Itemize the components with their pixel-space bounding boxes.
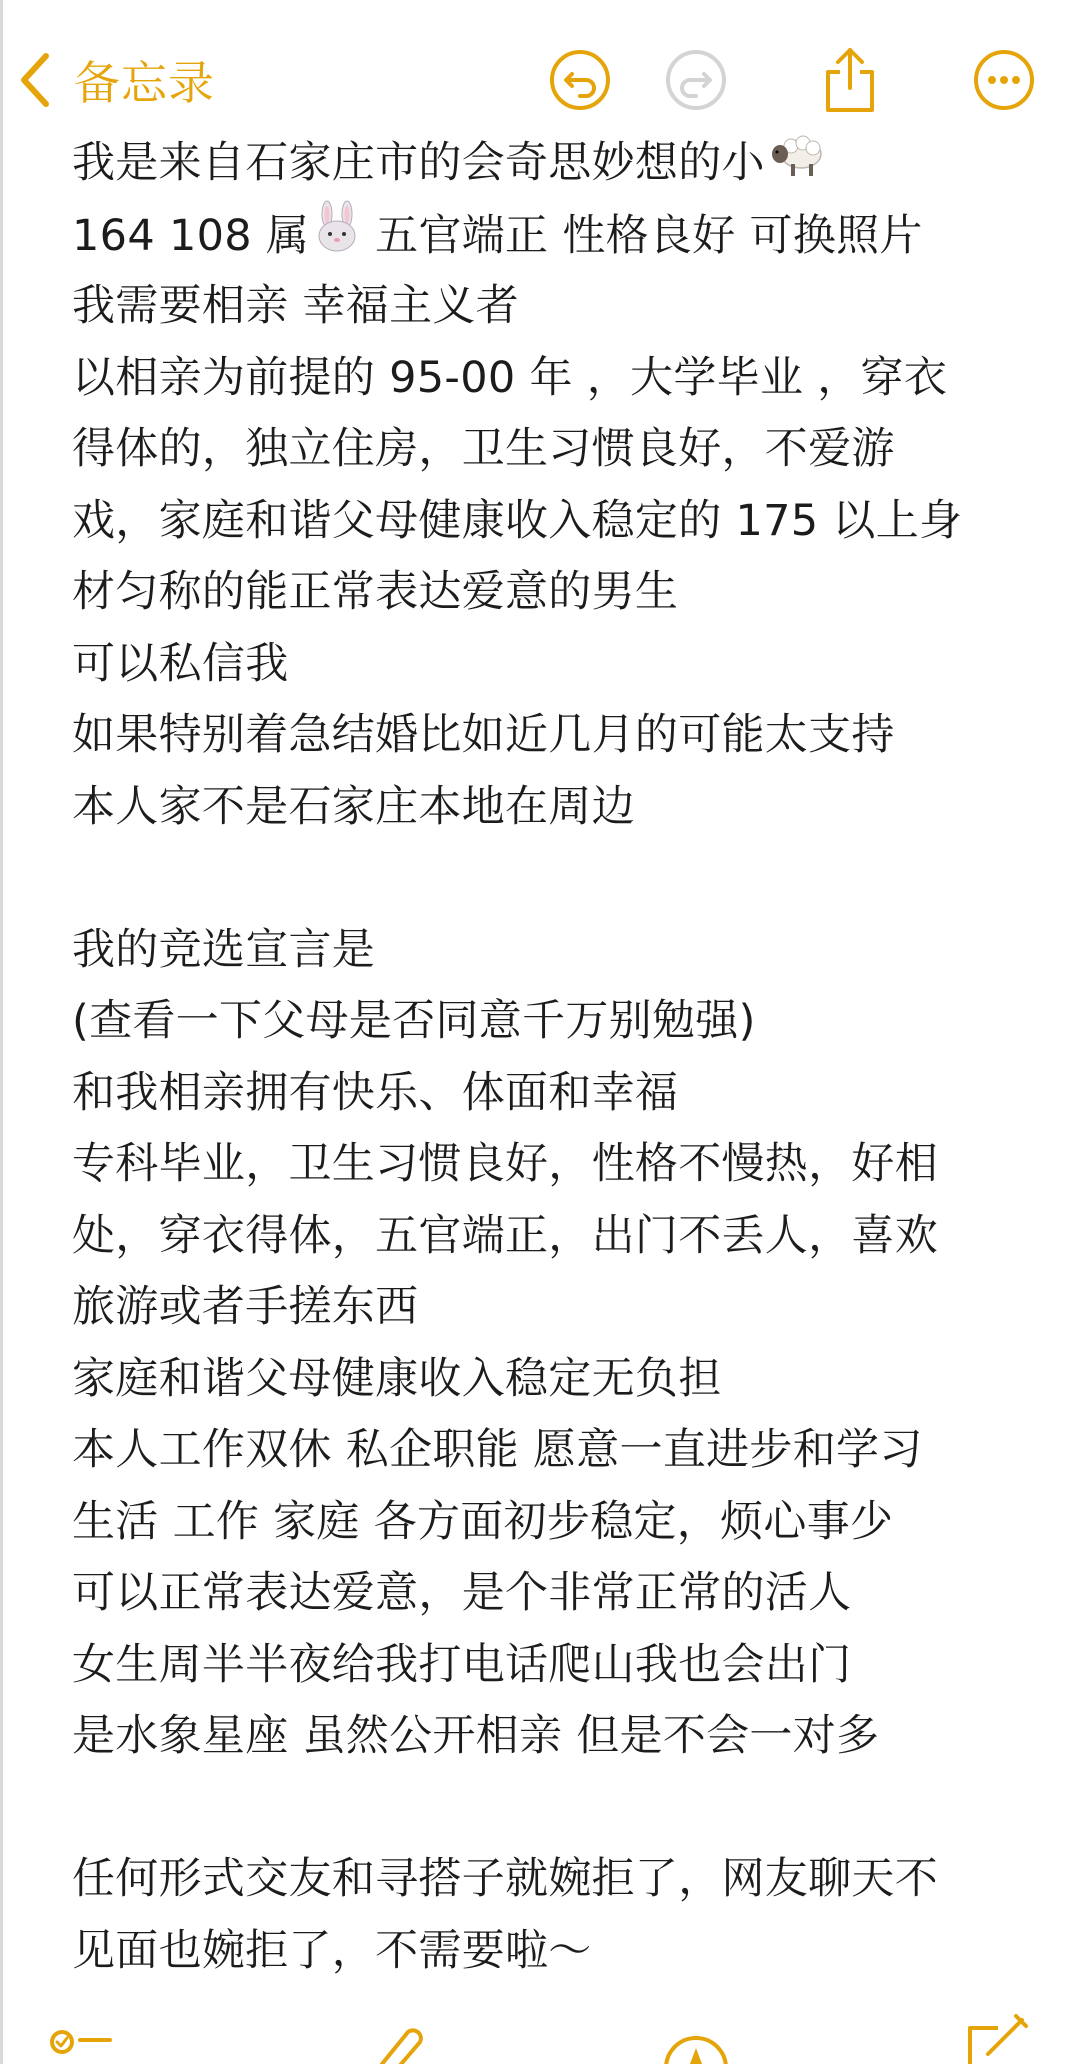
note-line: 旅游或者手搓东西: [72, 1282, 419, 1332]
note-line: 生活 工作 家庭 各方面初步稳定，烦心事少: [72, 1496, 894, 1547]
note-line: 以相亲为前提的 95-00 年 ，大学毕业 ，穿衣: [72, 352, 948, 403]
note-line: 164 108 属 五官端正 性格良好 可换照片: [72, 200, 1032, 272]
note-blank-line: [72, 1773, 1032, 1845]
note-blank-line: [72, 843, 1032, 915]
note-line: 材匀称的能正常表达爱意的男生: [72, 567, 679, 617]
note-line: 我是来自石家庄市的会奇思妙想的小: [72, 128, 1032, 200]
bottom-toolbar: [0, 2010, 1080, 2064]
checklist-icon[interactable]: [46, 2010, 126, 2064]
note-line: 专科毕业，卫生习惯良好，性格不慢热，好相: [72, 1139, 938, 1189]
rabbit-emoji: [313, 200, 361, 277]
note-line: 可以私信我: [72, 638, 289, 689]
note-line: 是水象星座 虽然公开相亲 但是不会一对多: [72, 1711, 880, 1761]
note-line: 我需要相亲 幸福主义者: [72, 281, 519, 331]
left-edge-divider: [0, 0, 3, 2064]
more-icon[interactable]: [964, 40, 1044, 120]
note-line: 任何形式交友和寻搭子就婉拒了，网友聊天不: [72, 1854, 938, 1904]
sheep-emoji: [769, 128, 827, 203]
note-line: 处，穿衣得体，五官端正，出门不丢人，喜欢: [72, 1210, 938, 1261]
note-line: 如果特别着急结婚比如近几月的可能太支持: [72, 710, 895, 760]
note-body[interactable]: [72, 128, 1032, 1987]
note-line: 我的竞选宣言是: [72, 924, 376, 975]
note-line: 得体的，独立住房，卫生习惯良好，不爱游: [72, 424, 895, 474]
note-line: 家庭和谐父母健康收入稳定无负担: [72, 1353, 722, 1404]
note-line: 本人家不是石家庄本地在周边: [72, 781, 635, 832]
note-line: 和我相亲拥有快乐、体面和幸福: [72, 1067, 679, 1118]
share-icon[interactable]: [810, 40, 890, 120]
undo-icon[interactable]: [540, 40, 620, 120]
attachment-icon[interactable]: [362, 2010, 442, 2064]
note-line: 可以正常表达爱意，是个非常正常的活人: [72, 1568, 852, 1618]
note-line: 见面也婉拒了，不需要啦～: [72, 1925, 592, 1976]
note-line: (查看一下父母是否同意千万别勉强): [72, 996, 756, 1046]
markup-icon[interactable]: [656, 2010, 736, 2064]
note-line: 戏，家庭和谐父母健康收入稳定的 175 以上身: [72, 495, 963, 546]
back-button[interactable]: [18, 40, 215, 120]
back-chevron-icon: [18, 52, 52, 108]
note-line: 女生周半半夜给我打电话爬山我也会出门: [72, 1639, 852, 1690]
note-line: 本人工作双休 私企职能 愿意一直进步和学习: [72, 1425, 923, 1475]
compose-icon[interactable]: [956, 2010, 1036, 2064]
redo-icon[interactable]: [656, 40, 736, 120]
back-label: 备忘录: [74, 56, 215, 110]
